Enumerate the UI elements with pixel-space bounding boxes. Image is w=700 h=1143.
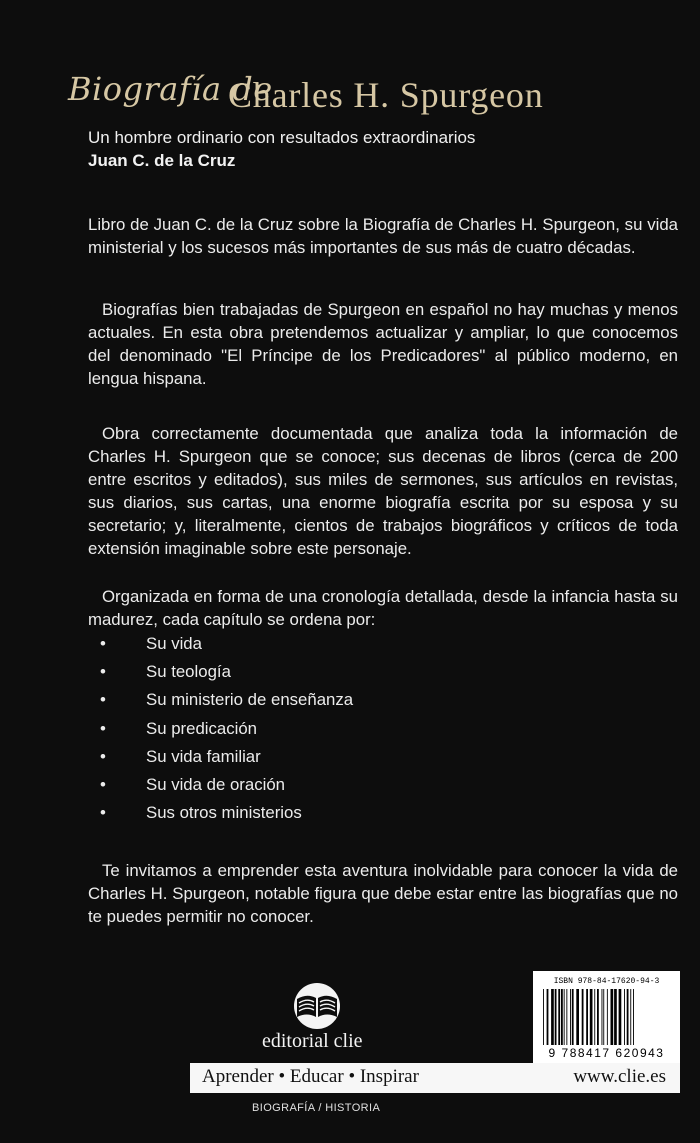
barcode-bar <box>555 989 557 1045</box>
barcode-bar <box>619 989 622 1045</box>
publisher-website: www.clie.es <box>573 1066 666 1087</box>
barcode-bar <box>564 989 565 1045</box>
barcode-bar <box>590 989 593 1045</box>
barcode-bar <box>603 989 604 1045</box>
barcode-bar <box>558 989 560 1045</box>
barcode-bar <box>597 989 599 1045</box>
barcode-bar <box>611 989 614 1045</box>
list-item <box>100 634 353 662</box>
description-paragraph-3: Obra correctamente documentada que analiza toda la información de Charles H. Spurgeon que se conoce; sus decenas de libros (cerca de 200 entre escritos y editados), sus miles de sermones, sus artículos en revistas, sus diarios, sus cartas, una enorme biografía escrita por su esposa y su secretario; y, literalmente, cientos de trabajos biográficos y críticos de toda extensión imaginable sobre este personaje. <box>88 424 678 558</box>
list-item-label: Su ministerio de enseñanza <box>146 690 354 710</box>
barcode-bar <box>624 989 625 1045</box>
barcode-bar <box>547 989 549 1045</box>
bullet-icon: • <box>100 718 106 738</box>
description-paragraph-5: Te invitamos a emprender esta aventura inolvidable para conocer la vida de Charles H. Spurgeon, notable figura que debe estar entre las biografías que no te puedes permitir no conocer. <box>88 861 678 926</box>
bullet-icon: • <box>100 803 106 823</box>
barcode-bar <box>551 989 554 1045</box>
barcode-bar <box>614 989 617 1045</box>
barcode-bar <box>582 989 584 1045</box>
open-book-globe-icon <box>292 981 342 1031</box>
title-row <box>68 62 668 124</box>
list-item-label: Su vida <box>146 634 202 653</box>
chapter-topics-list <box>100 634 353 831</box>
barcode-bar <box>602 989 603 1045</box>
barcode <box>533 971 680 1063</box>
bullet-icon: • <box>100 774 106 794</box>
barcode-bar <box>633 989 634 1045</box>
list-item-label: Su predicación <box>146 718 258 738</box>
list-item-label: Su teología <box>146 662 231 682</box>
subtitle: Un hombre ordinario con resultados extraordinarios <box>88 128 476 147</box>
description-paragraph-4: Organizada en forma de una cronología detallada, desde la infancia hasta su madurez, cada capítulo se ordena por: <box>88 587 678 629</box>
list-item-label: Su vida de oración <box>146 774 286 794</box>
barcode-bar <box>627 989 629 1045</box>
script-title: Biografía de <box>68 70 273 108</box>
list-item <box>100 747 353 775</box>
barcode-bar <box>594 989 595 1045</box>
barcode-bar <box>543 989 544 1045</box>
list-item <box>100 803 353 831</box>
publisher-name: editorial clie <box>262 1030 363 1052</box>
list-item-label: Su vida familiar <box>146 746 261 766</box>
description-paragraph-2: Biografías bien trabajadas de Spurgeon en español no hay muchas y menos actuales. En esta obra pretendemos actualizar y ampliar, lo que conocemos del denominado "El Príncipe de los Predicadores" al público moderno, en lengua hispana. <box>88 300 678 388</box>
barcode-bar <box>630 989 631 1045</box>
main-title: Charles H. Spurgeon <box>228 75 544 115</box>
list-item <box>100 690 353 718</box>
barcode-bar <box>607 989 608 1045</box>
list-item <box>100 775 353 803</box>
bullet-icon: • <box>100 634 106 653</box>
barcode-bar <box>561 989 563 1045</box>
list-item <box>100 662 353 690</box>
barcode-bars <box>541 989 672 1045</box>
book-category: BIOGRAFÍA / HISTORIA <box>252 1102 381 1114</box>
list-item <box>100 719 353 747</box>
author-name: Juan C. de la Cruz <box>88 151 236 170</box>
barcode-bar <box>570 989 571 1045</box>
barcode-number: 9 788417 620943 <box>548 1046 665 1060</box>
description-paragraph-1: Libro de Juan C. de la Cruz sobre la Biografía de Charles H. Spurgeon, su vida ministerial y los sucesos más importantes de sus más de cuatro décadas. <box>88 215 678 257</box>
bullet-icon: • <box>100 690 106 710</box>
barcode-bar <box>572 989 574 1045</box>
publisher-motto: Aprender • Educar • Inspirar <box>202 1066 419 1087</box>
barcode-bar <box>566 989 567 1045</box>
list-item-label: Sus otros ministerios <box>146 803 302 823</box>
bullet-icon: • <box>100 746 106 766</box>
isbn-label: ISBN 978-84-17620-94-3 <box>553 977 660 986</box>
barcode-bar <box>586 989 588 1045</box>
bullet-icon: • <box>100 662 106 682</box>
barcode-bar <box>576 989 579 1045</box>
footer-bar <box>190 1063 680 1093</box>
